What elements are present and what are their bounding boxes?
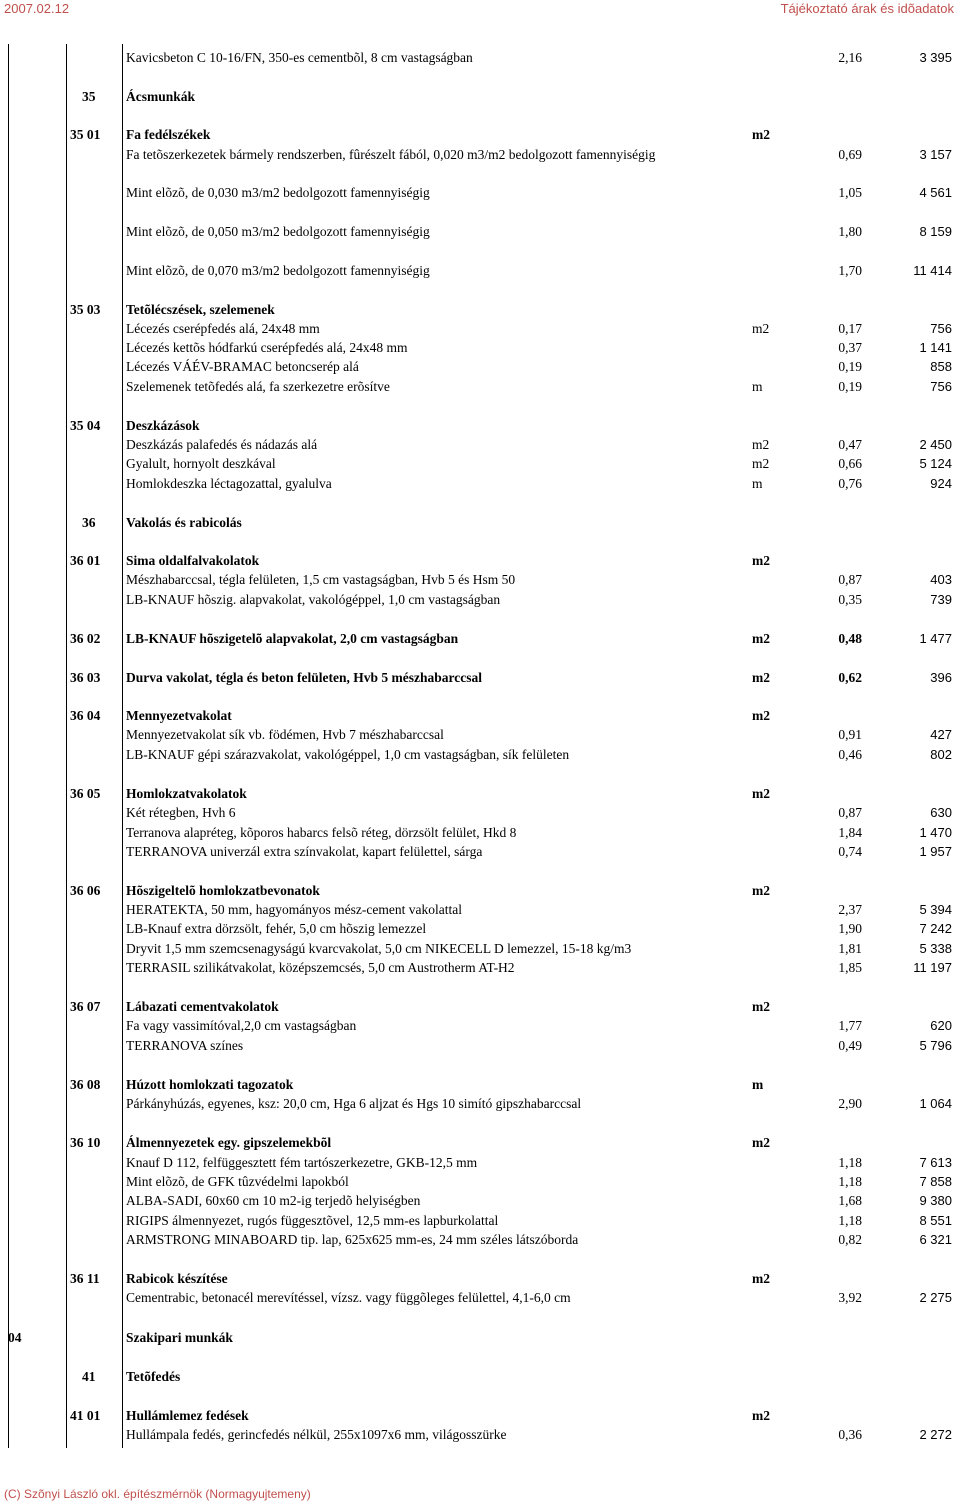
item-unit: m [752,379,763,394]
item-description: LB-KNAUF hõszig. alapvakolat, vakológéppel, 1,0 cm vastagságban [126,592,501,607]
table-row [0,998,960,1016]
item-price: 1 141 [919,340,952,355]
item-price: 802 [930,747,952,762]
item-price: 11 414 [913,263,952,278]
table-row [0,455,960,473]
item-price: 1 477 [919,631,952,646]
item-quantity: 0,37 [838,340,862,355]
item-quantity: 0,49 [838,1038,862,1053]
item-price: 858 [930,359,952,374]
table-row [0,301,960,319]
table-row [0,339,960,357]
table-row [0,1231,960,1249]
item-code: 35 03 [70,302,101,317]
item-description: Mint elõzõ, de GFK tûzvédelmi lapokból [126,1174,349,1189]
item-description: Mennyezetvakolat sík vb. födémen, Hvb 7 mészhabarccsal [126,727,444,742]
item-quantity: 0,19 [838,379,862,394]
item-description: TERRANOVA univerzál extra színvakolat, kapart felülettel, sárga [126,844,483,859]
item-quantity: 0,76 [838,476,862,491]
table-row [0,669,960,687]
item-quantity: 0,87 [838,805,862,820]
item-quantity: 2,90 [838,1096,862,1111]
item-quantity: 0,19 [838,359,862,374]
item-price: 396 [930,670,952,685]
table-row [0,475,960,493]
table-row [0,882,960,900]
table-row [0,320,960,338]
item-description: Durva vakolat, tégla és beton felületen, Hvb 5 mészhabarccsal [126,670,482,685]
table-row [0,358,960,376]
item-description: Sima oldalfalvakolatok [126,553,260,568]
item-description: LB-Knauf extra dörzsölt, fehér, 5,0 cm hõszig lemezzel [126,921,427,936]
item-price: 1 064 [919,1096,952,1111]
item-code: 36 07 [70,999,101,1014]
item-price: 620 [930,1018,952,1033]
item-price: 739 [930,592,952,607]
table-row [0,1270,960,1288]
item-unit: m2 [752,437,770,452]
item-description: Hullámlemez fedések [126,1408,249,1423]
table-row [0,920,960,938]
item-description: Ácsmunkák [126,89,196,104]
item-description: Párkányhúzás, egyenes, ksz: 20,0 cm, Hga 6 aljzat és Hgs 10 simító gipszhabarccsal [126,1096,582,1111]
item-code: 36 03 [70,670,101,685]
item-description: Fa vagy vassimítóval,2,0 cm vastagságban [126,1018,357,1033]
item-price: 7 613 [919,1155,952,1170]
item-description: Szelemenek tetõfedés alá, fa szerkezetre erõsítve [126,379,390,394]
item-description: Hõszigeltelõ homlokzatbevonatok [126,883,320,898]
item-quantity: 0,74 [838,844,862,859]
item-description: Hullámpala fedés, gerincfedés nélkül, 255x1097x6 mm, világosszürke [126,1427,507,1442]
item-description: HERATEKTA, 50 mm, hagyományos mész-cement vakolattal [126,902,462,917]
item-quantity: 0,48 [838,631,862,646]
table-row [0,707,960,725]
item-price: 7 242 [919,921,952,936]
item-code: 35 01 [70,127,101,142]
table-row [0,223,960,241]
item-code: 36 10 [70,1135,101,1150]
item-description: Fa fedélszékek [126,127,211,142]
item-quantity: 0,36 [838,1427,862,1442]
item-price: 5 338 [919,941,952,956]
item-unit: m [752,1077,764,1092]
table-row [0,146,960,164]
table-row [0,824,960,842]
item-price: 2 275 [919,1290,952,1305]
item-description: TERRASIL szilikátvakolat, középszemcsés, 5,0 cm Austrotherm AT-H2 [126,960,515,975]
table-row [0,49,960,67]
table-row [0,262,960,280]
table-row [0,785,960,803]
item-quantity: 0,17 [838,321,862,336]
item-unit: m2 [752,456,770,471]
item-description: Deszkázás palafedés és nádazás alá [126,437,318,452]
item-price: 5 124 [919,456,952,471]
item-code: 41 [82,1369,96,1384]
table-row [0,1037,960,1055]
table-row [0,436,960,454]
item-price: 2 450 [919,437,952,452]
table-row [0,417,960,435]
item-description: TERRANOVA színes [126,1038,244,1053]
item-description: Terranova alapréteg, kõporos habarcs felsõ réteg, dörzsölt felület, Hkd 8 [126,825,517,840]
item-description: RIGIPS álmennyezet, rugós függesztõvel, 12,5 mm-es lapburkolattal [126,1213,499,1228]
page-footer: (C) Szõnyi László okl. építészmérnök (Normagyujtemeny) [4,1487,311,1501]
item-price: 9 380 [919,1193,952,1208]
table-row [0,959,960,977]
table-row [0,901,960,919]
item-price: 427 [930,727,952,742]
item-description: Mennyezetvakolat [126,708,232,723]
item-price: 7 858 [919,1174,952,1189]
table-row [0,514,960,532]
item-quantity: 2,16 [838,50,862,65]
item-description: Rabicok készítése [126,1271,228,1286]
item-quantity: 1,18 [838,1174,862,1189]
item-description: Vakolás és rabicolás [126,515,242,530]
table-row [0,1407,960,1425]
item-quantity: 0,46 [838,747,862,762]
item-description: Gyalult, hornyolt deszkával [126,456,276,471]
table-row [0,1076,960,1094]
item-description: Kavicsbeton C 10-16/FN, 350-es cementbõl, 8 cm vastagságban [126,50,473,65]
table-row [0,746,960,764]
item-price: 2 272 [919,1427,952,1442]
table-row [0,726,960,744]
item-price: 403 [930,572,952,587]
item-quantity: 0,62 [838,670,862,685]
item-unit: m2 [752,321,770,336]
item-description: Mint elõzõ, de 0,030 m3/m2 bedolgozott famennyiségig [126,185,430,200]
item-description: ARMSTRONG MINABOARD tip. lap, 625x625 mm-es, 24 mm széles látszóborda [126,1232,579,1247]
item-description: Deszkázások [126,418,200,433]
item-description: Knauf D 112, felfüggesztett fém tartószerkezetre, GKB-12,5 mm [126,1155,478,1170]
item-quantity: 1,81 [838,941,862,956]
item-code: 36 05 [70,786,101,801]
table-row [0,88,960,106]
item-description: Cementrabic, betonacél merevítéssel, vízsz. vagy függõleges felülettel, 4,1-6,0 cm [126,1290,571,1305]
item-price: 1 470 [919,825,952,840]
item-quantity: 1,68 [838,1193,862,1208]
item-quantity: 0,47 [838,437,862,452]
table-row [0,1134,960,1152]
item-unit: m2 [752,670,770,685]
page-header [0,0,960,18]
table-row [0,184,960,202]
item-price: 1 957 [919,844,952,859]
item-quantity: 0,69 [838,147,862,162]
item-code: 36 04 [70,708,101,723]
item-description: Mint elõzõ, de 0,050 m3/m2 bedolgozott famennyiségig [126,224,430,239]
item-price: 756 [930,321,952,336]
item-description: Húzott homlokzati tagozatok [126,1077,294,1092]
item-quantity: 1,90 [838,921,862,936]
table-row [0,1192,960,1210]
table-row [0,1329,960,1347]
item-quantity: 0,87 [838,572,862,587]
item-quantity: 0,66 [838,456,862,471]
table-row [0,552,960,570]
item-unit: m2 [752,1271,770,1286]
item-price: 4 561 [919,185,952,200]
table-row [0,571,960,589]
item-unit: m2 [752,553,770,568]
item-code: 04 [8,1330,22,1345]
item-price: 3 157 [919,147,952,162]
item-description: Dryvit 1,5 mm szemcsenagyságú kvarcvakolat, 5,0 cm NIKECELL D lemezzel, 15-18 kg/m3 [126,941,632,956]
table-row [0,591,960,609]
table-row [0,1095,960,1113]
item-price: 8 159 [919,224,952,239]
item-price: 924 [930,476,952,491]
item-price: 630 [930,805,952,820]
item-code: 35 [82,89,96,104]
item-description: Fa tetõszerkezetek bármely rendszerben, fûrészelt fából, 0,020 m3/m2 bedolgozott famennyiségig [126,147,656,162]
item-quantity: 1,18 [838,1213,862,1228]
item-code: 36 06 [70,883,101,898]
item-description: Homlokzatvakolatok [126,786,247,801]
item-quantity: 1,85 [838,960,862,975]
item-unit: m2 [752,127,770,142]
item-price: 5 796 [919,1038,952,1053]
item-quantity: 0,35 [838,592,862,607]
item-description: Homlokdeszka léctagozattal, gyalulva [126,476,332,491]
item-description: Lécezés VÁÉV-BRAMAC betoncserép alá [126,359,359,374]
item-code: 36 01 [70,553,101,568]
table-row [0,1173,960,1191]
header-title: Tájékoztató árak és idõadatok [780,1,954,16]
table-row [0,1017,960,1035]
item-description: Mint elõzõ, de 0,070 m3/m2 bedolgozott famennyiségig [126,263,430,278]
table-row [0,1426,960,1444]
header-date: 2007.02.12 [4,1,70,16]
item-code: 36 11 [70,1271,100,1286]
item-unit: m2 [752,631,770,646]
item-unit: m2 [752,786,770,801]
item-description: Szakipari munkák [126,1330,233,1345]
item-description: Álmennyezetek egy. gipszelemekbõl [126,1135,332,1150]
item-description: ALBA-SADI, 60x60 cm 10 m2-ig terjedõ helyiségben [126,1193,421,1208]
item-description: Lábazati cementvakolatok [126,999,279,1014]
table-row [0,940,960,958]
item-unit: m2 [752,883,770,898]
item-unit: m2 [752,708,770,723]
item-quantity: 1,84 [838,825,862,840]
item-quantity: 1,77 [838,1018,862,1033]
item-description: LB-KNAUF hõszigetelõ alapvakolat, 2,0 cm vastagságban [126,631,459,646]
table-row [0,1212,960,1230]
item-quantity: 0,82 [838,1232,862,1247]
item-code: 36 08 [70,1077,101,1092]
item-description: Mészhabarccsal, tégla felületen, 1,5 cm vastagságban, Hvb 5 és Hsm 50 [126,572,516,587]
item-description: LB-KNAUF gépi szárazvakolat, vakológéppel, 1,0 cm vastagságban, sík felületen [126,747,570,762]
item-description: Lécezés cserépfedés alá, 24x48 mm [126,321,320,336]
item-description: Két rétegben, Hvh 6 [126,805,236,820]
table-row [0,1368,960,1386]
item-code: 36 [82,515,96,530]
item-description: Lécezés kettõs hódfarkú cserépfedés alá, 24x48 mm [126,340,408,355]
table-row [0,843,960,861]
item-code: 41 01 [70,1408,101,1423]
item-code: 35 04 [70,418,101,433]
item-description: Tetõfedés [126,1369,181,1384]
item-unit: m2 [752,999,770,1014]
item-price: 3 395 [919,50,952,65]
item-unit: m2 [752,1135,770,1150]
table-row [0,1289,960,1307]
item-quantity: 1,18 [838,1155,862,1170]
item-price: 6 321 [919,1232,952,1247]
table-row [0,630,960,648]
item-price: 11 197 [913,960,952,975]
item-code: 36 02 [70,631,101,646]
item-quantity: 3,92 [838,1290,862,1305]
item-unit: m [752,476,763,491]
item-quantity: 1,80 [838,224,862,239]
table-row [0,378,960,396]
item-price: 756 [930,379,952,394]
item-quantity: 1,70 [838,263,862,278]
item-unit: m2 [752,1408,770,1423]
item-description: Tetõlécszések, szelemenek [126,302,275,317]
item-price: 8 551 [919,1213,952,1228]
table-row [0,804,960,822]
item-quantity: 2,37 [838,902,862,917]
table-row [0,1154,960,1172]
item-quantity: 1,05 [838,185,862,200]
table-row [0,126,960,144]
item-quantity: 0,91 [838,727,862,742]
item-price: 5 394 [919,902,952,917]
